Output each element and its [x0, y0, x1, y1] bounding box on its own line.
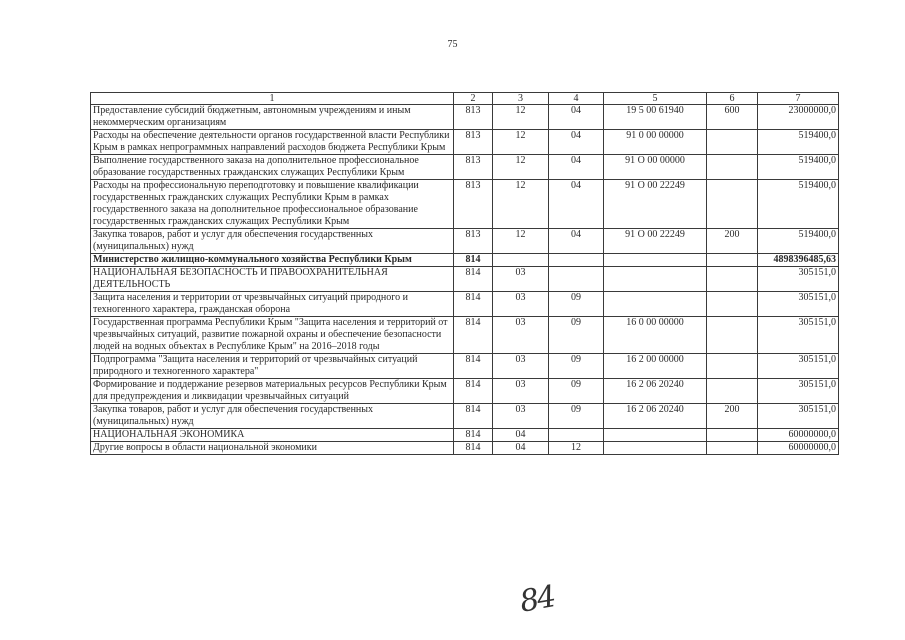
cell-name: Предоставление субсидий бюджетным, автономным учреждениям и иным некоммерческим организациям: [91, 105, 454, 130]
cell-subsection: 04: [549, 155, 604, 180]
cell-subsection: 04: [549, 130, 604, 155]
cell-subsection: 09: [549, 292, 604, 317]
cell-amount: 305151,0: [758, 292, 839, 317]
cell-amount: 519400,0: [758, 180, 839, 229]
table-row: [91, 267, 839, 292]
cell-amount: 305151,0: [758, 404, 839, 429]
cell-code: 814: [454, 292, 493, 317]
table-row: [91, 254, 839, 267]
cell-name: Подпрограмма "Защита населения и территорий от чрезвычайных ситуаций природного и техногенного характера": [91, 354, 454, 379]
cell-section: 12: [493, 180, 549, 229]
cell-section: 03: [493, 354, 549, 379]
cell-name: Расходы на обеспечение деятельности органов государственной власти Республики Крым в рамках непрограммных направлений расходов бюджета Республики Крым: [91, 130, 454, 155]
cell-expense-type: 200: [707, 229, 758, 254]
cell-subsection: 04: [549, 180, 604, 229]
cell-section: 03: [493, 317, 549, 354]
cell-subsection: 04: [549, 105, 604, 130]
table-body: [91, 105, 839, 455]
table-row: [91, 404, 839, 429]
cell-target-article: 91 О 00 00000: [604, 155, 707, 180]
cell-subsection: [549, 254, 604, 267]
cell-expense-type: [707, 254, 758, 267]
cell-amount: 60000000,0: [758, 429, 839, 442]
cell-code: 813: [454, 180, 493, 229]
cell-section: 03: [493, 404, 549, 429]
column-header: 1: [91, 93, 454, 105]
cell-expense-type: [707, 379, 758, 404]
cell-expense-type: [707, 442, 758, 455]
cell-name: Министерство жилищно-коммунального хозяйства Республики Крым: [91, 254, 454, 267]
cell-name: НАЦИОНАЛЬНАЯ БЕЗОПАСНОСТЬ И ПРАВООХРАНИТЕЛЬНАЯ ДЕЯТЕЛЬНОСТЬ: [91, 267, 454, 292]
cell-amount: 305151,0: [758, 379, 839, 404]
cell-code: 814: [454, 404, 493, 429]
cell-name: Расходы на профессиональную переподготовку и повышение квалификации государственных гражданских служащих Республики Крым в рамках государственного заказа на дополнительное профессиональное образование государственных гражданских служащих Республики Крым: [91, 180, 454, 229]
cell-expense-type: [707, 267, 758, 292]
cell-code: 813: [454, 105, 493, 130]
cell-code: 814: [454, 317, 493, 354]
cell-target-article: 16 2 06 20240: [604, 404, 707, 429]
cell-code: 814: [454, 429, 493, 442]
cell-section: 12: [493, 130, 549, 155]
cell-expense-type: [707, 180, 758, 229]
cell-subsection: 09: [549, 379, 604, 404]
column-header: 3: [493, 93, 549, 105]
cell-section: 03: [493, 267, 549, 292]
cell-subsection: 12: [549, 442, 604, 455]
cell-target-article: 16 2 00 00000: [604, 354, 707, 379]
cell-amount: 60000000,0: [758, 442, 839, 455]
cell-code: 814: [454, 254, 493, 267]
cell-target-article: [604, 442, 707, 455]
cell-code: 813: [454, 130, 493, 155]
cell-name: Закупка товаров, работ и услуг для обеспечения государственных (муниципальных) нужд: [91, 404, 454, 429]
column-header: 5: [604, 93, 707, 105]
cell-target-article: [604, 429, 707, 442]
column-header: 4: [549, 93, 604, 105]
cell-amount: 519400,0: [758, 130, 839, 155]
cell-subsection: 09: [549, 354, 604, 379]
column-header: 2: [454, 93, 493, 105]
cell-code: 813: [454, 155, 493, 180]
table-row: [91, 105, 839, 130]
cell-target-article: [604, 254, 707, 267]
cell-section: [493, 254, 549, 267]
cell-amount: 305151,0: [758, 267, 839, 292]
cell-target-article: 91 0 00 00000: [604, 130, 707, 155]
cell-section: 04: [493, 442, 549, 455]
cell-subsection: [549, 267, 604, 292]
cell-section: 12: [493, 105, 549, 130]
table-row: [91, 442, 839, 455]
handwritten-page-number: 84: [517, 579, 557, 620]
cell-name: Формирование и поддержание резервов материальных ресурсов Республики Крым для предупреждения и ликвидации чрезвычайных ситуаций: [91, 379, 454, 404]
cell-expense-type: [707, 292, 758, 317]
cell-code: 814: [454, 267, 493, 292]
page-number: 75: [447, 39, 458, 50]
cell-amount: 519400,0: [758, 155, 839, 180]
cell-code: 814: [454, 354, 493, 379]
cell-section: 12: [493, 229, 549, 254]
cell-code: 813: [454, 229, 493, 254]
cell-amount: 4898396485,63: [758, 254, 839, 267]
cell-name: Закупка товаров, работ и услуг для обеспечения государственных (муниципальных) нужд: [91, 229, 454, 254]
cell-expense-type: [707, 155, 758, 180]
cell-subsection: [549, 429, 604, 442]
cell-name: НАЦИОНАЛЬНАЯ ЭКОНОМИКА: [91, 429, 454, 442]
column-header: 6: [707, 93, 758, 105]
column-header: 7: [758, 93, 839, 105]
cell-amount: 305151,0: [758, 317, 839, 354]
cell-expense-type: 600: [707, 105, 758, 130]
cell-expense-type: [707, 429, 758, 442]
cell-target-article: [604, 292, 707, 317]
cell-amount: 519400,0: [758, 229, 839, 254]
table-row: [91, 155, 839, 180]
cell-amount: 305151,0: [758, 354, 839, 379]
table-row: [91, 130, 839, 155]
cell-target-article: [604, 267, 707, 292]
cell-amount: 23000000,0: [758, 105, 839, 130]
cell-subsection: 09: [549, 404, 604, 429]
cell-target-article: 91 О 00 22249: [604, 180, 707, 229]
header-row: [91, 93, 839, 105]
cell-name: Другие вопросы в области национальной экономики: [91, 442, 454, 455]
cell-name: Государственная программа Республики Крым "Защита населения и территорий от чрезвычайных ситуаций, развитие пожарной охраны и обеспечение безопасности людей на водных объектах в Республике Крым" на 2016–2018 годы: [91, 317, 454, 354]
budget-table: [90, 92, 839, 455]
table-row: [91, 317, 839, 354]
cell-code: 814: [454, 442, 493, 455]
table-row: [91, 429, 839, 442]
cell-target-article: 16 2 06 20240: [604, 379, 707, 404]
cell-section: 12: [493, 155, 549, 180]
cell-expense-type: [707, 354, 758, 379]
table-row: [91, 354, 839, 379]
cell-target-article: 19 5 00 61940: [604, 105, 707, 130]
cell-expense-type: 200: [707, 404, 758, 429]
cell-target-article: 91 О 00 22249: [604, 229, 707, 254]
table-row: [91, 229, 839, 254]
cell-expense-type: [707, 317, 758, 354]
table-row: [91, 292, 839, 317]
cell-name: Защита населения и территории от чрезвычайных ситуаций природного и техногенного характера, гражданская оборона: [91, 292, 454, 317]
cell-target-article: 16 0 00 00000: [604, 317, 707, 354]
cell-subsection: 09: [549, 317, 604, 354]
cell-section: 03: [493, 379, 549, 404]
table-row: [91, 180, 839, 229]
table-row: [91, 379, 839, 404]
cell-expense-type: [707, 130, 758, 155]
cell-subsection: 04: [549, 229, 604, 254]
cell-section: 03: [493, 292, 549, 317]
cell-section: 04: [493, 429, 549, 442]
cell-name: Выполнение государственного заказа на дополнительное профессиональное образование государственных гражданских служащих Республики Крым: [91, 155, 454, 180]
cell-code: 814: [454, 379, 493, 404]
